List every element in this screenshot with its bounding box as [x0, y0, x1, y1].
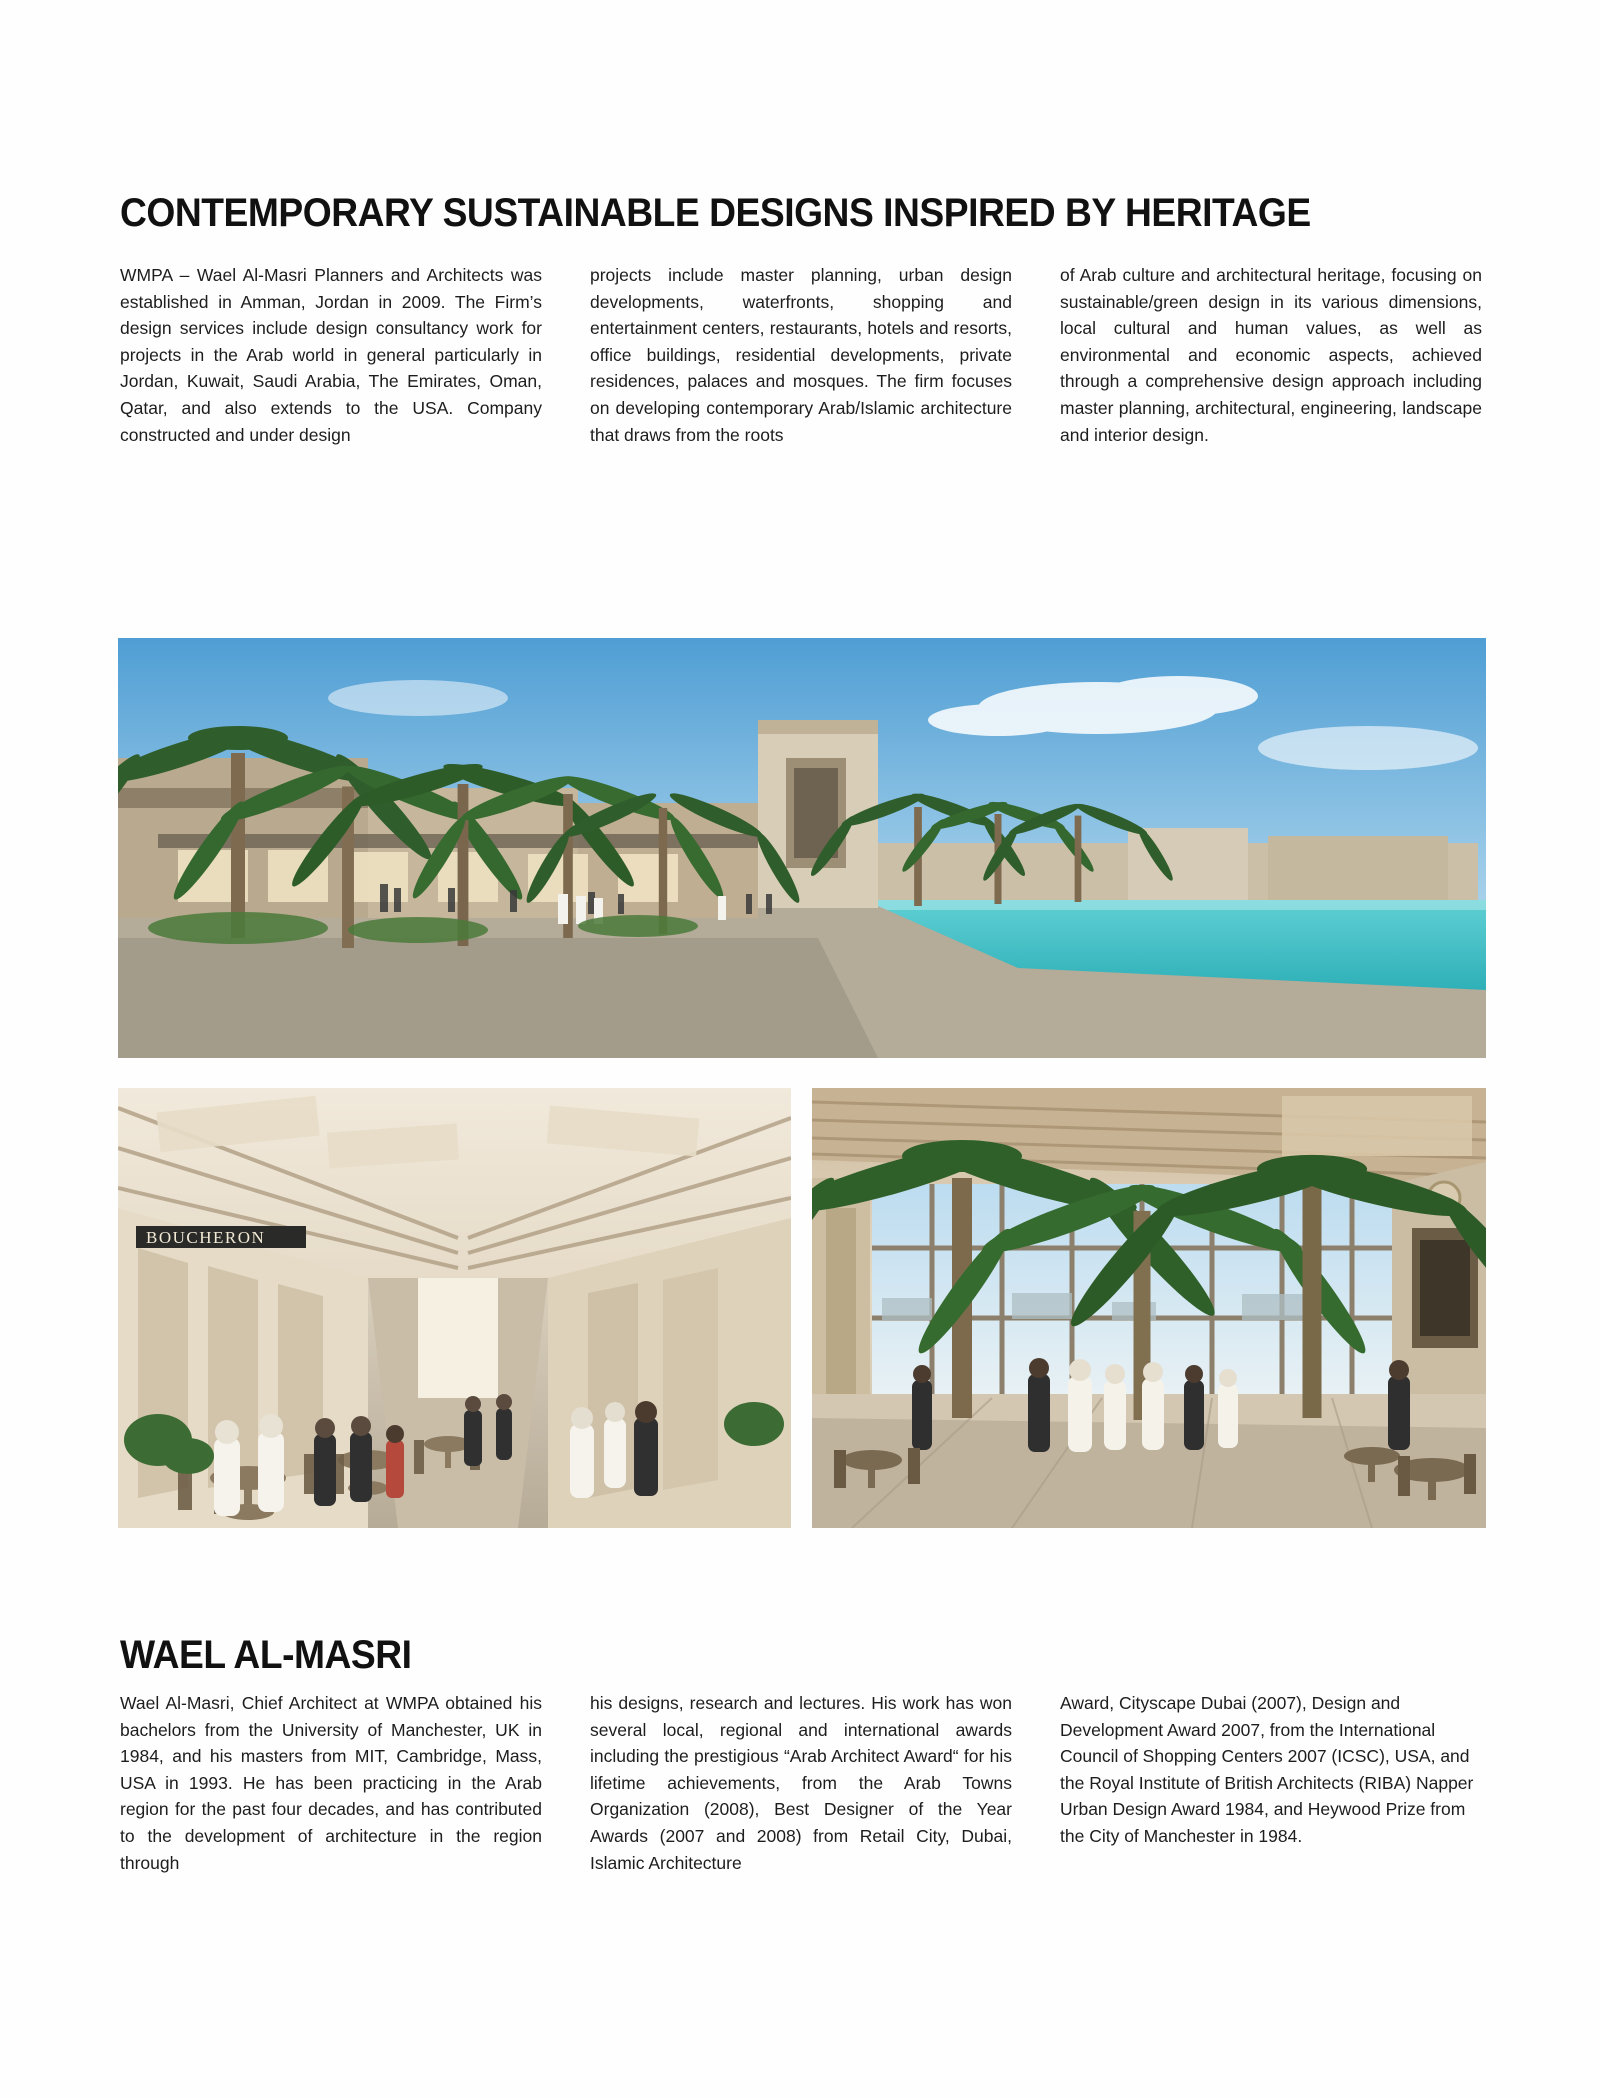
- intro-paragraph-2: projects include master planning, urban design developments, waterfronts, shopping and entertainment centers, restaurants, hotels and resorts, office buildings, residential developments, private residences, palaces and mosques. The firm focuses on developing contemporary Arab/Islamic architecture that draws from the roots: [590, 265, 1012, 445]
- bio-paragraph-1: Wael Al-Masri, Chief Architect at WMPA obtained his bachelors from the University of Manchester, UK in 1984, and his masters from MIT, Cambridge, Mass, USA in 1993. He has been practicing in the Arab region for the past four decades, and has contributed to the development of architecture in the region through: [120, 1693, 542, 1873]
- intro-paragraph-3: of Arab culture and architectural heritage, focusing on sustainable/green design in its various dimensions, local cultural and human values, as well as environmental and economic aspects, achieved through a comprehensive design approach including master planning, architectural, engineering, landscape and interior design.: [1060, 265, 1482, 445]
- bio-paragraph-3: Award, Cityscape Dubai (2007), Design and Development Award 2007, from the International Council of Shopping Centers 2007 (ICSC), USA, and the Royal Institute of British Architects (RIBA) Napper Urban Design Award 1984, and Heywood Prize from the City of Manchester in 1984.: [1060, 1693, 1474, 1846]
- intro-paragraph-1: WMPA – Wael Al-Masri Planners and Architects was established in Amman, Jordan in 2009. The Firm’s design services include design consultancy work for projects in the Arab world in general particularly in Jordan, Kuwait, Saudi Arabia, The Emirates, Oman, Qatar, and also extends to the USA. Company constructed and under design: [120, 265, 542, 445]
- atrium-palm-court-image: [812, 1088, 1486, 1528]
- bio-paragraph-2: his designs, research and lectures. His work has won several local, regional and international awards including the prestigious “Arab Architect Award“ for his lifetime achievements, from the Arab Towns Organization (2008), Best Designer of the Year Awards (2007 and 2008) from Retail City, Dubai, Islamic Architecture: [590, 1693, 1012, 1873]
- intro-column-1: [120, 262, 542, 448]
- hero-image: [118, 638, 1486, 1058]
- svg-text:BOUCHERON: BOUCHERON: [146, 1228, 266, 1247]
- indoor-retail-street-image: [118, 1088, 791, 1528]
- bio-column-1: [120, 1690, 542, 1876]
- atrium-palm-court-illustration: [812, 1088, 1486, 1528]
- page-title: CONTEMPORARY SUSTAINABLE DESIGNS INSPIRED BY HERITAGE: [120, 190, 1311, 235]
- hero-image-illustration: [118, 638, 1486, 1058]
- bio-column-2: [590, 1690, 1012, 1876]
- intro-column-2: [590, 262, 1012, 448]
- indoor-retail-street-illustration: [118, 1088, 791, 1528]
- bio-text-columns: [120, 1690, 1482, 1876]
- intro-text-columns: [120, 262, 1482, 448]
- section-title-wael-al-masri: WAEL AL-MASRI: [120, 1633, 412, 1678]
- intro-column-3: [1060, 262, 1482, 448]
- bio-column-3: [1060, 1690, 1482, 1876]
